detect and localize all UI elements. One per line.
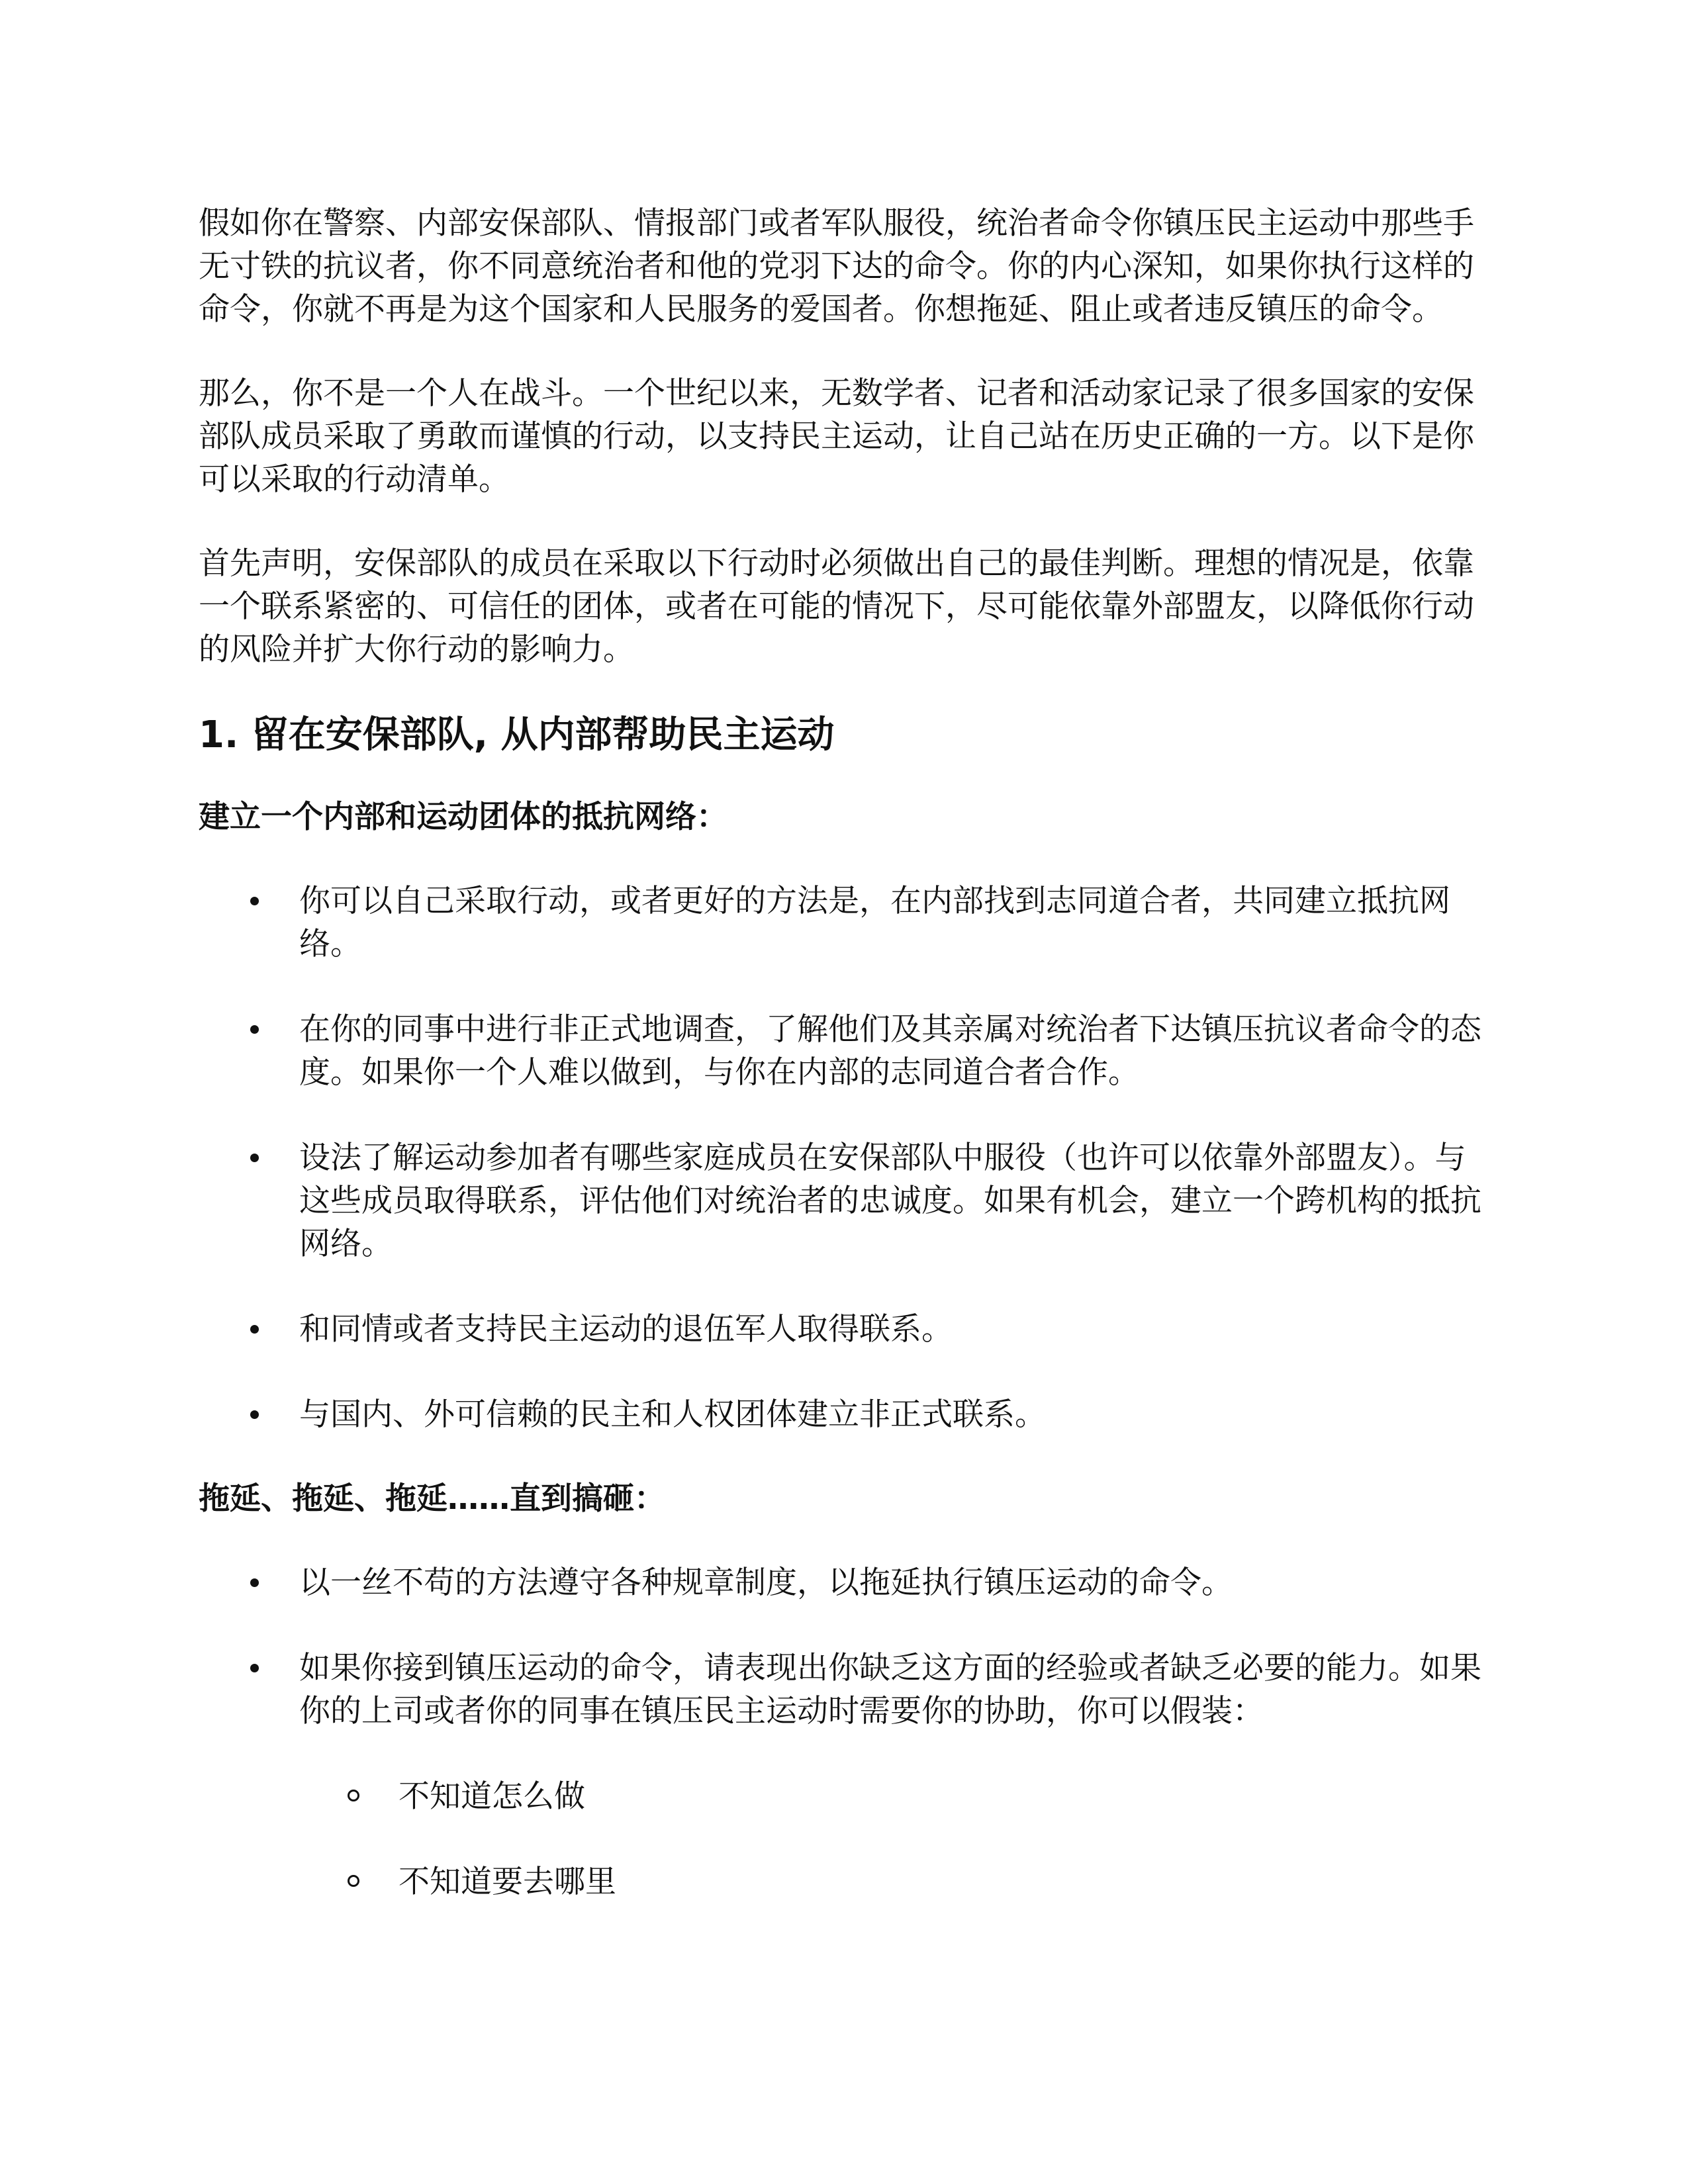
delay-bullet-list: [199, 1561, 1489, 1903]
list-item-text: 与国内、外可信赖的民主和人权团体建立非正式联系。: [299, 1396, 1046, 1433]
intro-paragraph-2: 那么，你不是一个人在战斗。一个世纪以来，无数学者、记者和活动家记录了很多国家的安保部队成员采取了勇敢而谨慎的行动，以支持民主运动，让自己站在历史正确的一方。以下是你可以采取的行动清单。: [199, 375, 1474, 498]
nested-list-item: [299, 1860, 1489, 1903]
bullet-dot-icon: [250, 1664, 259, 1672]
list-item-text: 如果你接到镇压运动的命令，请表现出你缺乏这方面的经验或者缺乏必要的能力。如果你的上司或者你的同事在镇压民主运动时需要你的协助，你可以假装：: [299, 1650, 1481, 1729]
nested-list: [299, 1775, 1489, 1903]
list-item: [199, 1308, 1489, 1351]
section-heading: 1. 留在安保部队, 从内部帮助民主运动: [199, 713, 835, 756]
list-item: [199, 1561, 1489, 1604]
list-item-text: 和同情或者支持民主运动的退伍军人取得联系。: [299, 1311, 953, 1347]
bullet-dot-icon: [250, 1325, 259, 1334]
bullet-dot-icon: [250, 1578, 259, 1587]
list-item: [199, 1647, 1489, 1903]
network-bullet-list: [199, 880, 1489, 1436]
network-subheading: 建立一个内部和运动团体的抵抗网络：: [199, 799, 727, 835]
document-page: [199, 202, 1489, 1944]
list-item: [199, 880, 1489, 966]
intro-paragraph-3: 首先声明，安保部队的成员在采取以下行动时必须做出自己的最佳判断。理想的情况是，依靠一个联系紧密的、可信任的团体，或者在可能的情况下，尽可能依靠外部盟友，以降低你行动的风险并扩大你行动的影响力。: [199, 545, 1474, 668]
nested-list-item: [299, 1775, 1489, 1818]
delay-subheading: 拖延、拖延、拖延……直到搞砸：: [199, 1480, 665, 1517]
list-item-text: 以一丝不苟的方法遵守各种规章制度，以拖延执行镇压运动的命令。: [299, 1565, 1233, 1601]
bullet-dot-icon: [250, 1154, 259, 1162]
bullet-circle-icon: [348, 1875, 359, 1887]
bullet-dot-icon: [250, 1025, 259, 1034]
nested-list-item-text: 不知道怎么做: [399, 1778, 585, 1815]
bullet-dot-icon: [250, 1410, 259, 1419]
list-item-text: 在你的同事中进行非正式地调查，了解他们及其亲属对统治者下达镇压抗议者命令的态度。如果你一个人难以做到，与你在内部的志同道合者合作。: [299, 1011, 1481, 1091]
list-item: [199, 1136, 1489, 1265]
bullet-dot-icon: [250, 897, 259, 905]
intro-paragraph-1: 假如你在警察、内部安保部队、情报部门或者军队服役，统治者命令你镇压民主运动中那些手无寸铁的抗议者，你不同意统治者和他的党羽下达的命令。你的内心深知，如果你执行这样的命令，你就不再是为这个国家和人民服务的爱国者。你想拖延、阻止或者违反镇压的命令。: [199, 205, 1474, 328]
bullet-circle-icon: [348, 1790, 359, 1801]
list-item: [199, 1008, 1489, 1094]
list-item-text: 设法了解运动参加者有哪些家庭成员在安保部队中服役（也许可以依靠外部盟友）。与这些成员取得联系，评估他们对统治者的忠诚度。如果有机会，建立一个跨机构的抵抗网络。: [299, 1140, 1481, 1262]
list-item: [199, 1393, 1489, 1436]
list-item-text: 你可以自己采取行动，或者更好的方法是，在内部找到志同道合者，共同建立抵抗网络。: [299, 883, 1450, 962]
nested-list-item-text: 不知道要去哪里: [399, 1864, 616, 1900]
